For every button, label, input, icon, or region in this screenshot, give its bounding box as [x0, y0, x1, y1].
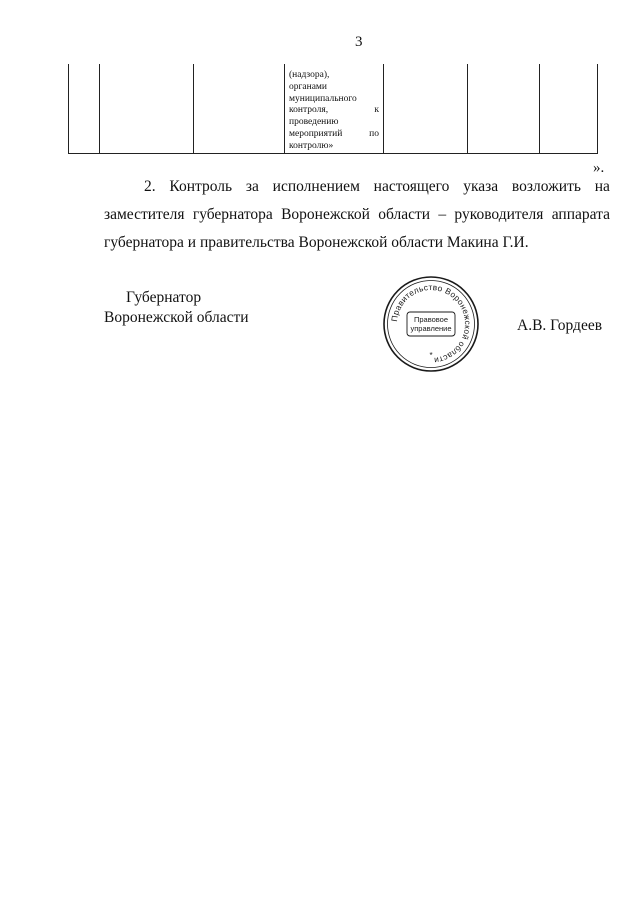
table-cell-word: контроля,: [289, 105, 329, 116]
table-cell-text: [289, 70, 379, 153]
order-paragraph: [104, 173, 610, 257]
paragraph-line: [104, 201, 610, 229]
paragraph-word: –: [438, 206, 447, 223]
table-cell-line: контролю»: [289, 140, 334, 151]
paragraph-word: заместителя: [104, 206, 185, 223]
paragraph-word: исполнением: [272, 178, 360, 195]
table-column-divider: [193, 64, 194, 153]
table-cell-line: проведению: [289, 117, 339, 128]
table-cell-word: по: [369, 128, 379, 139]
paragraph-line: [104, 173, 610, 201]
paragraph-text: губернатора и правительства Воронежской области Макина Г.И.: [104, 234, 529, 251]
table-column-divider: [467, 64, 468, 153]
table-cell-line: муниципального: [289, 93, 357, 104]
table-column-divider: [383, 64, 384, 153]
signatory-title: [104, 288, 249, 328]
paragraph-word: указа: [463, 178, 499, 195]
stamp-ring-text: Правительство Воронежской области: [389, 281, 474, 366]
table-cell-line: (надзора),: [289, 70, 330, 80]
table-cell-word: к: [374, 105, 379, 116]
table-cell-line: органами: [289, 81, 328, 92]
table-cell-word: мероприятий: [289, 128, 343, 139]
signatory-name: А.В. Гордеев: [517, 317, 603, 334]
paragraph-word: настоящего: [373, 178, 450, 195]
table-column-divider: [284, 64, 285, 153]
paragraph-word: руководителя: [454, 206, 544, 223]
paragraph-line: [104, 229, 610, 257]
table-cell-line: [289, 129, 379, 141]
table-cell-line: [289, 105, 379, 117]
stamp-star-icon: *: [429, 351, 433, 360]
paragraph-word: губернатора: [192, 206, 273, 223]
stamp-center-line: управление: [410, 324, 452, 333]
table-column-divider: [99, 64, 100, 153]
stamp-center-line: Правовое: [413, 315, 449, 324]
paragraph-word: аппарата: [551, 206, 610, 223]
paragraph-word: Воронежской: [281, 206, 370, 223]
page-number: 3: [355, 34, 363, 50]
table-column-divider: [539, 64, 540, 153]
paragraph-word: за: [245, 178, 259, 195]
signatory-title-line: Воронежской области: [104, 309, 249, 326]
paragraph-word: Контроль: [169, 178, 233, 195]
paragraph-word: на: [594, 178, 610, 195]
official-stamp: [381, 274, 481, 374]
signatory-title-line: Губернатор: [126, 289, 202, 306]
closing-quote: ».: [593, 160, 605, 176]
paragraph-word: области: [378, 206, 431, 223]
paragraph-word: 2.: [144, 178, 156, 195]
paragraph-word: возложить: [511, 178, 581, 195]
